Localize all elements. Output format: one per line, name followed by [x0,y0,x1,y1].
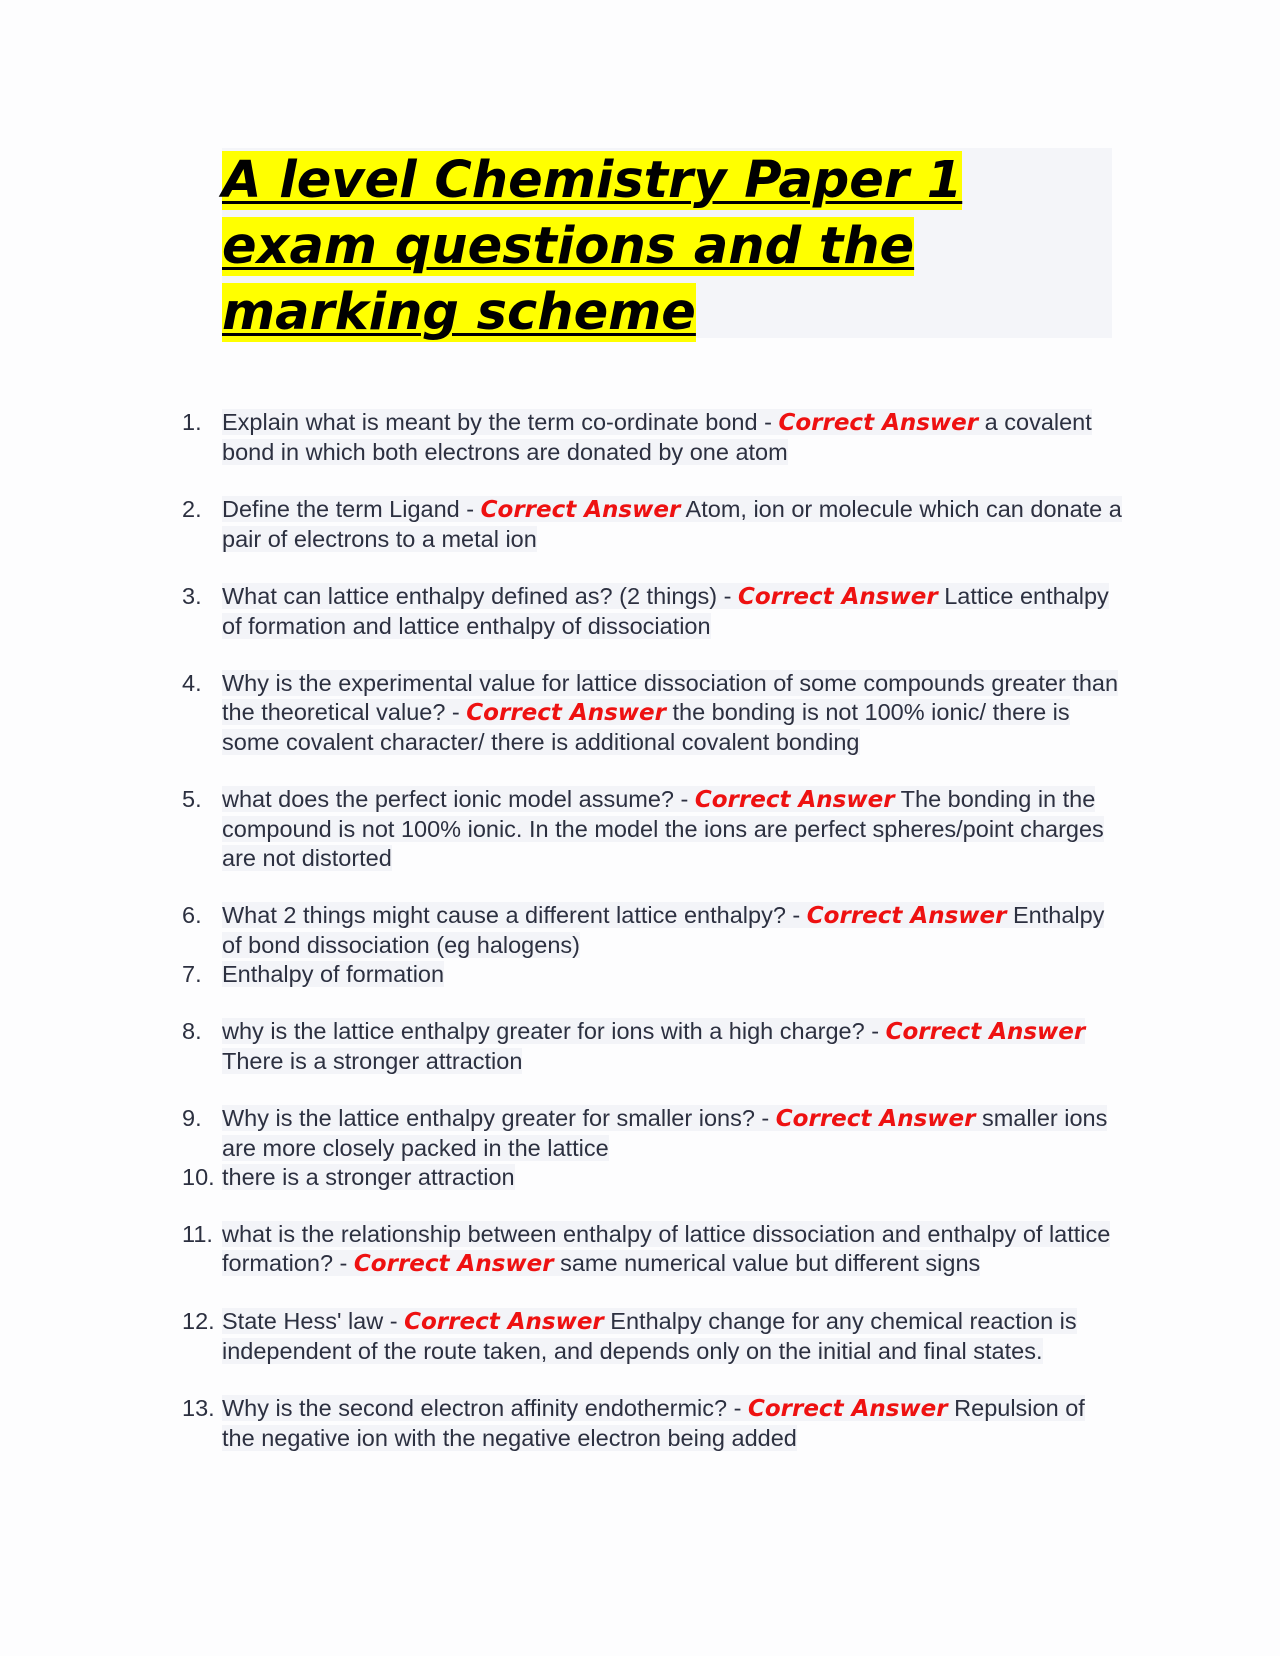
question-item-9 [182,1104,1122,1163]
question-text: what is the relationship between enthalpy of lattice dissociation and enthalpy of lattice formation? [222,1221,1111,1276]
question-number: 3. [182,583,202,609]
separator: - [754,1105,776,1131]
question-number: 7. [182,961,202,987]
document-title-text: A level Chemistry Paper 1 exam questions and the marking scheme [222,151,963,342]
correct-answer-label: Correct Answer [738,584,938,610]
answer-text: a covalent bond in which both electrons are donated by one atom [222,409,1092,465]
question-text: what does the perfect ionic model assume? [222,786,674,812]
separator: - [459,496,481,522]
question-item-1 [182,408,1122,467]
question-number: 10. [182,1164,215,1190]
answer-text: Atom, ion or molecule which can donate a pair of electrons to a metal ion [222,496,1122,552]
question-body [222,1018,1085,1074]
question-text: State Hess' law [222,1308,384,1334]
question-item-4 [182,669,1122,757]
question-item-11 [182,1220,1122,1279]
question-text: why is the lattice enthalpy greater for ions with a high charge? [222,1018,865,1044]
question-number: 9. [182,1105,202,1131]
question-item-5 [182,785,1122,873]
item-text: there is a stronger attraction [222,1164,515,1190]
question-body [222,583,1109,639]
separator: - [333,1250,354,1276]
question-item-10 [182,1163,1122,1192]
question-text: Explain what is meant by the term co-ordinate bond [222,409,758,435]
correct-answer-label: Correct Answer [353,1251,554,1277]
question-number: 11. [182,1221,213,1247]
separator: - [864,1018,886,1044]
question-text: Define the term Ligand [222,496,460,522]
answer-text: Enthalpy change for any chemical reaction is independent of the route taken, and depends only on the initial and final states. [222,1308,1077,1364]
correct-answer-label: Correct Answer [778,410,979,436]
separator: - [717,583,738,609]
correct-answer-label: Correct Answer [775,1106,976,1132]
question-number: 13. [182,1395,215,1421]
question-body [222,670,1118,755]
separator: - [673,786,695,812]
question-number: 6. [182,902,202,928]
question-text: Why is the lattice enthalpy greater for smaller ions? [222,1105,755,1131]
question-body [222,1221,1110,1276]
answer-text: smaller ions are more closely packed in the lattice [222,1105,1108,1161]
answer-text: The bonding in the compound is not 100% ionic. In the model the ions are perfect spheres/point charges are not distorted [222,786,1104,871]
answer-text: There is a stronger attraction [222,1048,523,1074]
question-item-8 [182,1017,1122,1076]
question-item-2 [182,495,1122,554]
question-body [222,409,1092,465]
correct-answer-label: Correct Answer [466,700,666,726]
correct-answer-label: Correct Answer [404,1309,604,1335]
question-item-13 [182,1394,1122,1453]
correct-answer-label: Correct Answer [885,1019,1086,1045]
question-text: Why is the experimental value for lattice dissociation of some compounds greater than the theoretical value? [222,670,1119,725]
question-text: Why is the second electron affinity endothermic? [222,1395,728,1421]
question-item-7 [182,960,1122,989]
answer-text: Repulsion of the negative ion with the negative electron being added [222,1395,1085,1451]
question-body [222,1105,1107,1161]
question-number: 4. [182,670,202,696]
question-number: 1. [182,409,202,435]
question-number: 2. [182,496,202,522]
correct-answer-label: Correct Answer [694,787,895,813]
question-number: 8. [182,1018,202,1044]
question-text: What 2 things might cause a different lattice enthalpy? [222,902,786,928]
question-item-6 [182,901,1122,960]
separator: - [757,409,779,435]
document-title [222,148,1112,346]
question-list [182,408,1122,1481]
question-body [222,496,1122,552]
question-number: 5. [182,786,202,812]
question-body [222,902,1104,958]
item-text: Enthalpy of formation [222,961,445,987]
answer-text: the bonding is not 100% ionic/ there is some covalent character/ there is additional covalent bonding [222,699,1070,755]
question-item-3 [182,582,1122,641]
separator: - [445,699,467,725]
correct-answer-label: Correct Answer [747,1396,948,1422]
question-body [222,786,1104,871]
answer-text: same numerical value but different signs [560,1250,981,1276]
answer-text: Enthalpy of bond dissociation (eg halogens) [222,902,1105,958]
correct-answer-label: Correct Answer [806,903,1007,929]
question-item-12 [182,1307,1122,1366]
separator: - [785,902,807,928]
question-body [222,1308,1077,1364]
separator: - [727,1395,748,1421]
question-text: What can lattice enthalpy defined as? (2 things) [222,583,718,609]
answer-text: Lattice enthalpy of formation and lattice enthalpy of dissociation [222,583,1109,639]
question-number: 12. [182,1308,215,1334]
separator: - [383,1308,405,1334]
correct-answer-label: Correct Answer [480,497,681,523]
title-block [222,148,1112,342]
question-body [222,1395,1085,1451]
